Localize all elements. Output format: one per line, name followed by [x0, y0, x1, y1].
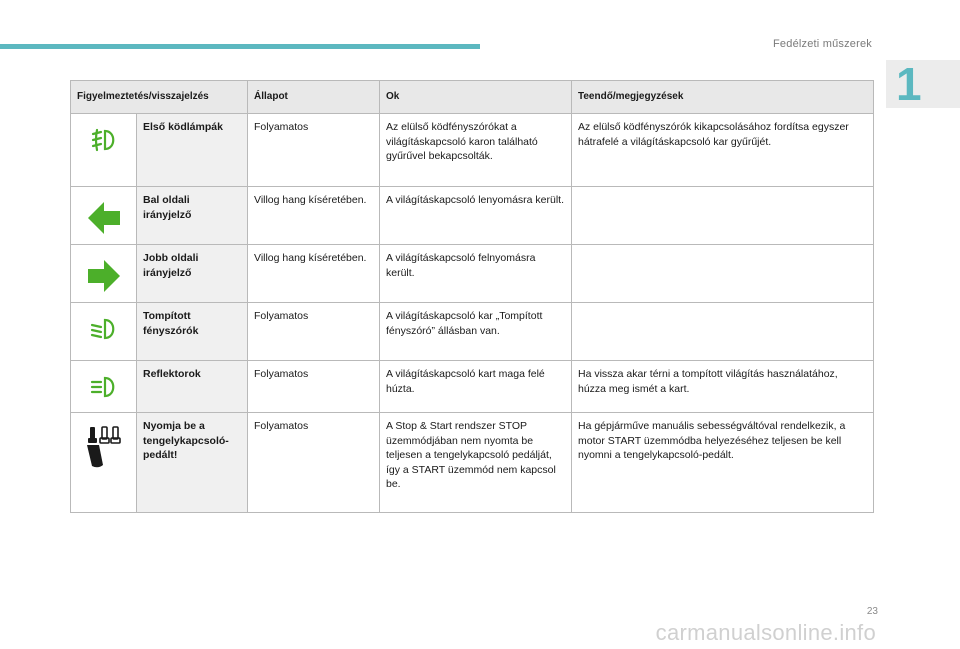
page-number: 23	[866, 606, 878, 617]
front-fog-lamp-icon	[88, 126, 120, 154]
chapter-number: 1	[896, 58, 922, 110]
icon-cell	[71, 361, 137, 413]
action-cell	[572, 187, 874, 245]
state-cell: Folyamatos	[248, 361, 380, 413]
press-clutch-pedal-icon	[84, 425, 124, 469]
cause-cell: A világításkapcsoló felnyomásra került.	[380, 245, 572, 303]
column-header-state: Állapot	[248, 81, 380, 114]
column-header-action: Teendő/megjegyzések	[572, 81, 874, 114]
dipped-beam-icon	[88, 315, 120, 343]
cause-cell: Az elülső ködfényszórókat a világításkapcsoló karon található gyűrűvel bekapcsolták.	[380, 114, 572, 187]
icon-cell	[71, 114, 137, 187]
icon-cell	[71, 303, 137, 361]
state-cell: Folyamatos	[248, 413, 380, 513]
warning-name: Reflektorok	[137, 361, 248, 413]
column-header-cause: Ok	[380, 81, 572, 114]
table-header-row	[71, 81, 874, 114]
section-title: Fedélzeti műszerek	[773, 38, 872, 50]
action-cell	[572, 303, 874, 361]
warning-name: Jobb oldali irányjelző	[137, 245, 248, 303]
table-row	[71, 303, 874, 361]
warning-lamp-table	[70, 80, 874, 513]
state-cell: Villog hang kíséretében.	[248, 245, 380, 303]
state-cell: Folyamatos	[248, 114, 380, 187]
icon-cell	[71, 413, 137, 513]
cause-cell: A világításkapcsoló kar „Tompított fényszóró” állásban van.	[380, 303, 572, 361]
table-row	[71, 361, 874, 413]
action-cell: Az elülső ködfényszórók kikapcsolásához fordítsa egyszer hátrafelé a világításkapcsoló kar gyűrűjét.	[572, 114, 874, 187]
state-cell: Villog hang kíséretében.	[248, 187, 380, 245]
left-turn-signal-icon	[86, 199, 122, 237]
cause-cell: A Stop & Start rendszer STOP üzemmódjában nem nyomta be teljesen a tengelykapcsoló pedálját, így a START üzemmód nem kapcsol be.	[380, 413, 572, 513]
column-header-warning: Figyelmeztetés/visszajelzés	[71, 81, 248, 114]
right-turn-signal-icon	[86, 257, 122, 295]
table-row	[71, 413, 874, 513]
warning-name: Tompított fényszórók	[137, 303, 248, 361]
action-cell	[572, 245, 874, 303]
table-row	[71, 114, 874, 187]
action-cell: Ha vissza akar térni a tompított világítás használatához, húzza meg ismét a kart.	[572, 361, 874, 413]
icon-cell	[71, 245, 137, 303]
warning-name: Nyomja be a tengelykapcsoló-pedált!	[137, 413, 248, 513]
table-row	[71, 245, 874, 303]
state-cell: Folyamatos	[248, 303, 380, 361]
cause-cell: A világításkapcsoló lenyomásra került.	[380, 187, 572, 245]
main-beam-icon	[88, 373, 120, 401]
warning-name: Bal oldali irányjelző	[137, 187, 248, 245]
watermark-text: carmanualsonline.info	[655, 620, 876, 645]
warning-name: Első ködlámpák	[137, 114, 248, 187]
action-cell: Ha gépjárműve manuális sebességváltóval rendelkezik, a motor START üzemmódba helyezéséhez teljesen be kell nyomni a tengelykapcsoló-pedált.	[572, 413, 874, 513]
cause-cell: A világításkapcsoló kart maga felé húzta.	[380, 361, 572, 413]
top-accent-bar	[0, 44, 480, 49]
icon-cell	[71, 187, 137, 245]
table-row	[71, 187, 874, 245]
